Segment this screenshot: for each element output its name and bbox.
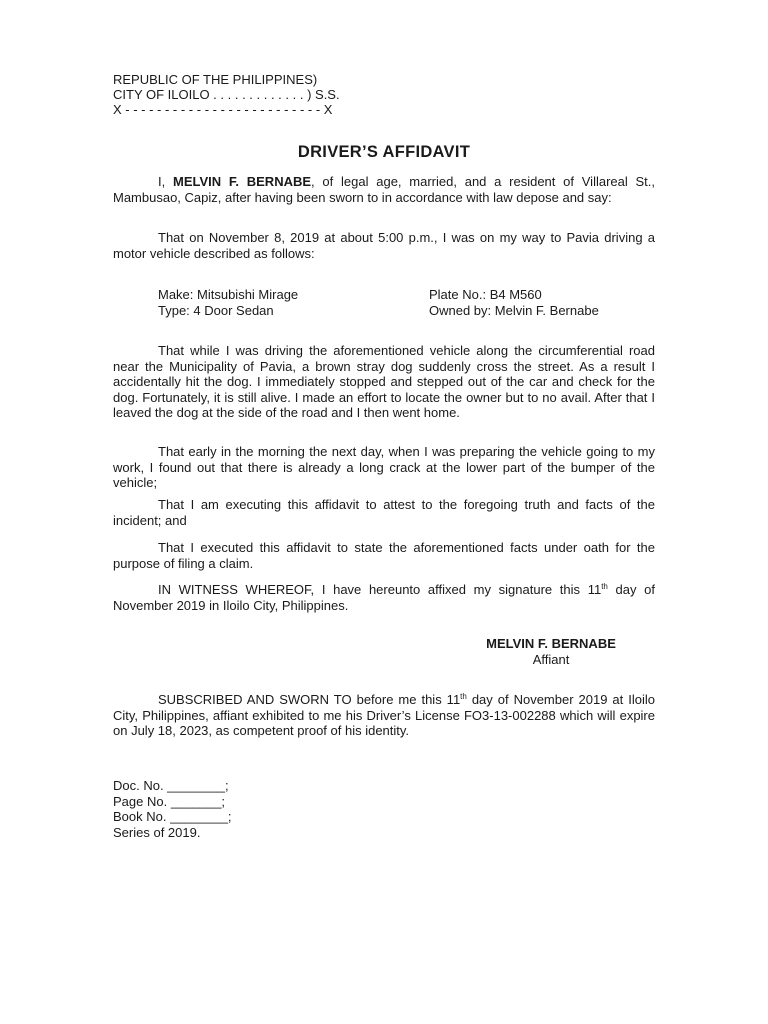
signature-block — [474, 636, 628, 667]
vehicle-owner: Owned by: Melvin F. Bernabe — [429, 302, 599, 318]
vehicle-details — [158, 287, 599, 318]
vehicle-plate: Plate No.: B4 M560 — [429, 287, 542, 302]
venue-city: CITY OF ILOILO . . . . . . . . . . . . . ) S.S. — [113, 87, 340, 102]
notary-book-no: Book No. ________; — [113, 809, 232, 824]
paragraph-purpose: That I executed this affidavit to state the aforementioned facts under oath for the purpose of filing a claim. — [113, 540, 655, 571]
venue-separator: X - - - - - - - - - - - - - - - - - - - - - - - - - X — [113, 102, 333, 117]
witness-superscript: th — [601, 582, 608, 591]
paragraph-attest: That I am executing this affidavit to attest to the foregoing truth and facts of the incident; and — [113, 497, 655, 528]
signature-role: Affiant — [532, 651, 570, 667]
venue-block — [113, 72, 340, 117]
vehicle-type: Type: 4 Door Sedan — [158, 302, 274, 318]
notary-series: Series of 2019. — [113, 824, 201, 840]
paragraph-damage: That early in the morning the next day, when I was preparing the vehicle going to my work, I found out that there is already a long crack at the lower part of the bumper of the vehicle; — [113, 444, 655, 490]
notary-page-no: Page No. _______; — [113, 793, 226, 809]
vehicle-row-2 — [158, 303, 599, 319]
witness-before: IN WITNESS WHEREOF, I have hereunto affixed my signature this 11 — [158, 582, 602, 597]
paragraph-witness — [113, 582, 655, 613]
jurat-paragraph — [113, 692, 655, 739]
jurat-superscript: th — [460, 692, 467, 701]
venue-republic: REPUBLIC OF THE PHILIPPINES) — [113, 72, 318, 87]
affiant-name-inline: MELVIN F. BERNABE — [172, 174, 312, 189]
jurat-before: SUBSCRIBED AND SWORN TO before me this 11 — [158, 692, 461, 707]
signature-name: MELVIN F. BERNABE — [486, 636, 616, 651]
vehicle-row-1 — [158, 287, 599, 303]
intro-rest: , of legal age, married, and a resident of Villareal St., Mambusao, Capiz, after having been sworn to in accordance with law depose and say: — [113, 174, 656, 205]
document-title: DRIVER’S AFFIDAVIT — [297, 143, 471, 161]
intro-paragraph — [113, 174, 655, 205]
witness-after: day of November 2019 in Iloilo City, Philippines. — [113, 582, 655, 613]
notary-doc-no: Doc. No. ________; — [113, 778, 229, 793]
paragraph-incident: That while I was driving the aforementioned vehicle along the circumferential road near the Municipality of Pavia, a brown stray dog suddenly cross the street. As a result I accidentally hit the dog. I immediately stopped and stepped out of the car and check for the dog. Fortunately, it is still alive. I made an effort to locate the owner but to no avail. After that I leaved the dog at the side of the road and I then went home. — [113, 343, 655, 420]
intro-prefix: I, — [158, 174, 173, 189]
paragraph-trip: That on November 8, 2019 at about 5:00 p.m., I was on my way to Pavia driving a motor vehicle described as follows: — [113, 230, 655, 261]
vehicle-make: Make: Mitsubishi Mirage — [158, 287, 299, 302]
notarial-register — [113, 778, 232, 840]
jurat-after: day of November 2019 at Iloilo City, Philippines, affiant exhibited to me his Driver’s License FO3-13-002288 which will expire on July 18, 2023, as competent proof of his identity. — [113, 692, 655, 738]
